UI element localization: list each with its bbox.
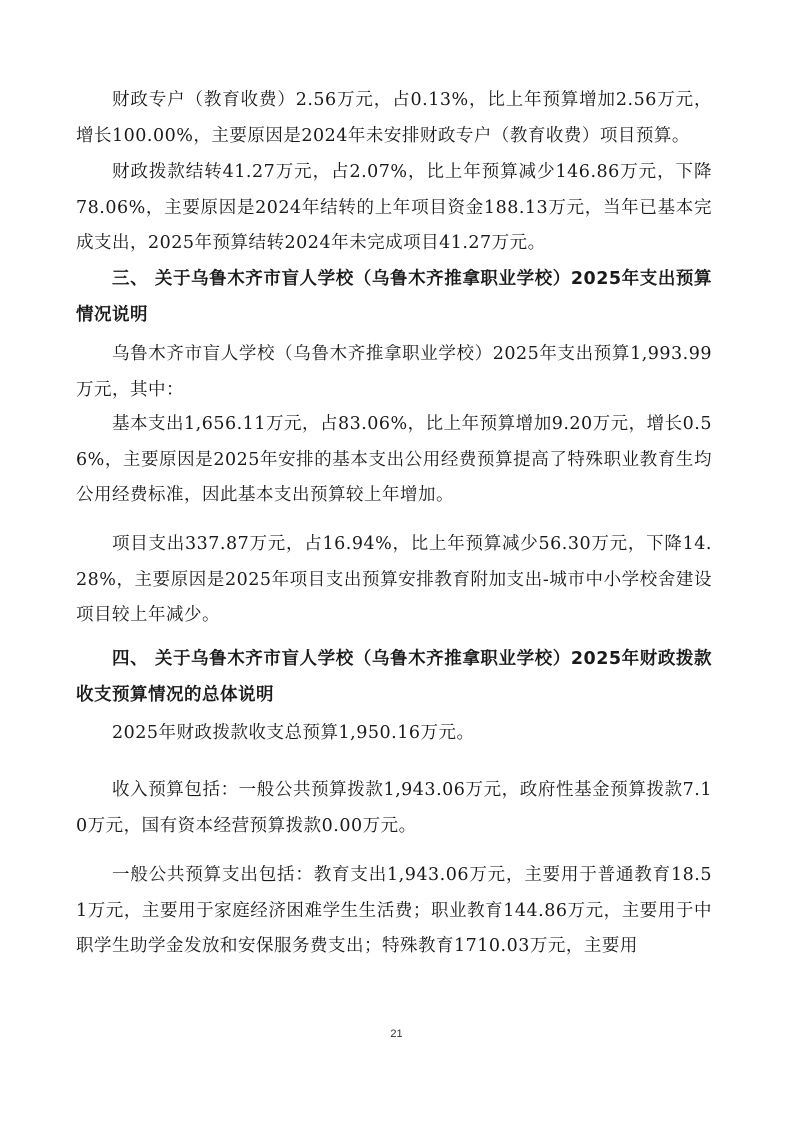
paragraph-basic-expenditure: 基本支出1,656.11万元，占83.06%，比上年预算增加9.20万元，增长0.56%，主要原因是2025年安排的基本支出公用经费预算提高了特殊职业教育生均公用经费标准，因此基本支出预算较上年增加。 — [76, 414, 712, 505]
section-heading-fiscal-appropriation: 四、 关于乌鲁木齐市盲人学校（乌鲁木齐推拿职业学校）2025年财政拨款收支预算情况的总体说明 — [76, 649, 712, 705]
page-number: 21 — [390, 1028, 403, 1040]
section-heading-expenditure: 三、 关于乌鲁木齐市盲人学校（乌鲁木齐推拿职业学校）2025年支出预算情况说明 — [76, 269, 712, 325]
paragraph-project-expenditure: 项目支出337.87万元，占16.94%，比上年预算减少56.30万元，下降14.28%，主要原因是2025年项目支出预算安排教育附加支出-城市中小学校舍建设项目较上年减少。 — [76, 534, 712, 625]
paragraph-total-appropriation: 2025年财政拨款收支总预算1,950.16万元。 — [112, 723, 475, 743]
paragraph-income-budget: 收入预算包括：一般公共预算拨款1,943.06万元，政府性基金预算拨款7.10万元，国有资本经营预算拨款0.00万元。 — [76, 780, 712, 836]
paragraph-carryover: 财政拨款结转41.27万元，占2.07%，比上年预算减少146.86万元，下降78.06%，主要原因是2024年结转的上年项目资金188.13万元，当年已基本完成支出，2025年预算结转2024年未完成项目41.27万元。 — [76, 162, 712, 253]
paragraph-general-expenditure: 一般公共预算支出包括：教育支出1,943.06万元，主要用于普通教育18.51万元，主要用于家庭经济困难学生生活费；职业教育144.86万元，主要用于中职学生助学金发放和安保服务费支出；特殊教育1710.03万元，主要用 — [76, 865, 712, 956]
paragraph-education-fee: 财政专户（教育收费）2.56万元，占0.13%，比上年预算增加2.56万元，增长100.00%，主要原因是2024年未安排财政专户（教育收费）项目预算。 — [76, 90, 712, 146]
paragraph-expenditure-total: 乌鲁木齐市盲人学校（乌鲁木齐推拿职业学校）2025年支出预算1,993.99万元，其中： — [76, 344, 712, 400]
